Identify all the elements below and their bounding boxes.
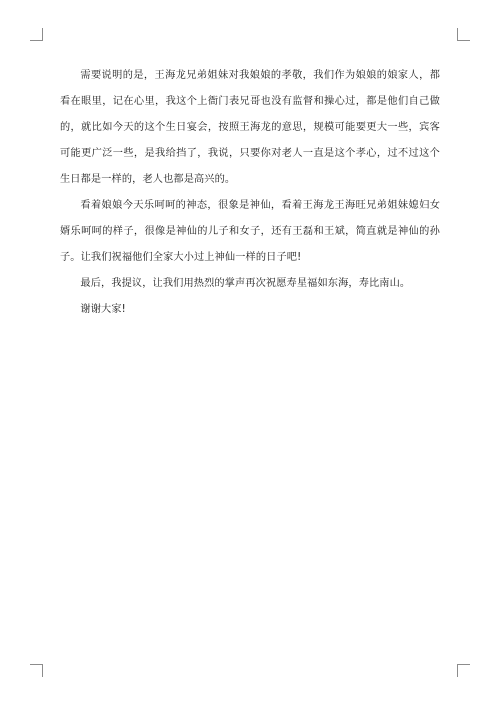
paragraph-4: 谢谢大家!	[80, 304, 126, 315]
crop-mark-bottom-left	[30, 664, 43, 677]
paragraph-2: 看着娘娘今天乐呵呵的神态，很象是神仙，看着王海龙王海旺兄弟姐妹媳妇女婿乐呵呵的样子，很像是神仙的儿子和女子，还有王磊和王斌，简直就是神仙的孙子。让我们祝福他们全家大小过上神仙一样的日子吧!	[60, 200, 440, 263]
crop-mark-bottom-right	[457, 664, 470, 677]
paragraph-1: 需要说明的是，王海龙兄弟姐妹对我娘娘的孝敬，我们作为娘娘的娘家人，都看在眼里，记在心里，我这个上衙门表兄哥也没有监督和操心过，都是他们自己做的，就比如今天的这个生日宴会，按照王海龙的意思，规模可能要更大一些，宾客可能更广泛一些，是我给挡了，我说，只要你对老人一直是这个孝心，过不过这个生日都是一样的，老人也都是高兴的。	[60, 70, 440, 185]
crop-mark-top-left	[30, 28, 43, 41]
document-body	[60, 63, 440, 323]
paragraph-3: 最后，我提议，让我们用热烈的掌声再次祝愿寿星福如东海，寿比南山。	[80, 278, 411, 289]
crop-mark-top-right	[457, 28, 470, 41]
